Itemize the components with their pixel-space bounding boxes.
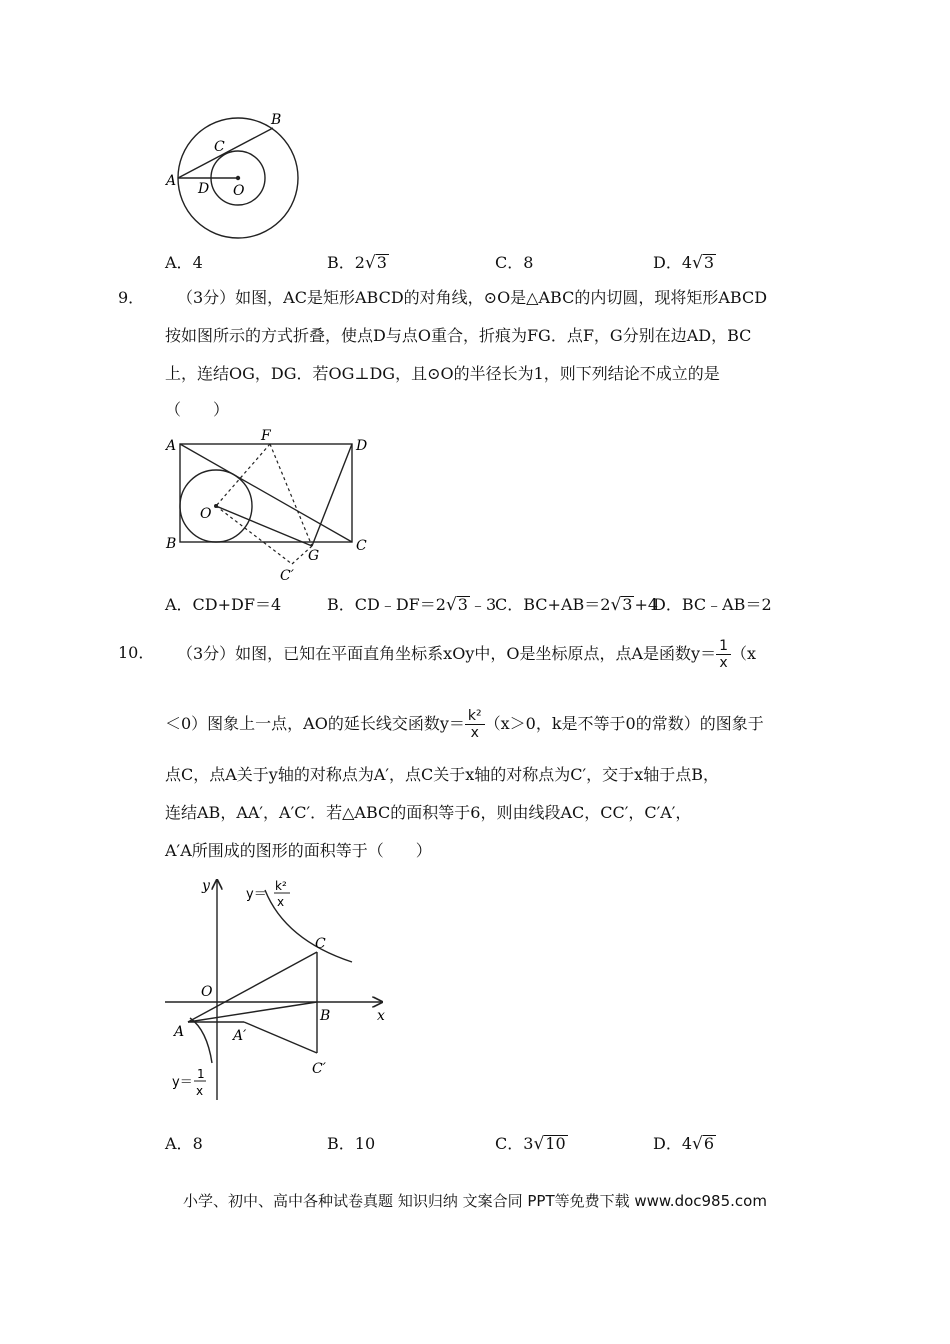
q8-option-a[interactable] [165,252,203,274]
q8-option-d[interactable] [653,252,716,274]
text: （x [731,644,757,663]
q10-option-d[interactable] [653,1133,716,1155]
q9-option-b[interactable] [327,594,496,616]
q8-option-c[interactable] [495,252,533,274]
option-label: A． [165,1134,193,1153]
q9-option-c[interactable] [495,594,658,616]
text: ＜0）图象上一点，AO的延长线交函数y＝ [165,714,465,733]
option-label: B． [327,253,355,272]
q9-center-dot [214,504,218,508]
radicand: 6 [703,1134,715,1153]
option-label: D． [653,253,682,272]
option-coef: 3 [523,1134,534,1153]
q8-label-b: B [271,112,282,128]
option-value: 4 [192,253,203,272]
q9-label-o: O [200,506,212,522]
radicand: 10 [545,1134,566,1153]
option-label: D． [653,1134,682,1153]
q10-curve-label-top-den: x [277,895,285,909]
option-text: ﹣3 [469,595,497,614]
q8-label-d: D [198,181,210,197]
q10-label-c: C [315,936,326,952]
q9-option-a[interactable]: A．CD+DF＝4 [165,595,282,614]
q10-label-y: y [202,878,210,894]
q9-figure [160,428,380,588]
option-value: 10 [354,1134,376,1153]
q10-curve-1x [190,1018,212,1063]
sqrt-icon: √ [533,1134,545,1154]
q8-label-a: A [166,173,177,189]
radicand: 3 [457,595,468,614]
q9-option-d[interactable]: D．BC﹣AB＝2 [653,595,772,614]
q9-label-c: C [356,538,367,554]
q10-label-x: x [377,1008,385,1024]
text: （3分）如图，已知在平面直角坐标系xOy中，O是坐标原点，点A是函数y＝ [177,644,717,663]
fraction [465,708,485,741]
q10-curve-label-top-prefix: y＝ [246,887,267,902]
option-label: C． [495,1134,524,1153]
q8-label-o: O [233,183,245,199]
q10-label-b: B [320,1008,331,1024]
q9-fold-fo [216,444,270,506]
sqrt-icon: √ [610,595,622,615]
q10-curve-label-top-num: k² [275,879,287,893]
q9-label-g: G [308,548,320,564]
q10-label-c-prime: C′ [312,1061,326,1077]
option-label: C． [495,253,524,272]
option-label: A． [165,253,193,272]
q9-fold-oc2 [216,506,292,564]
sqrt-icon: √ [692,253,703,273]
denominator: x [719,655,728,671]
radicand: 3 [622,595,633,614]
q10-label-o: O [201,984,213,1000]
q9-text-line3: 上，连结OG，DG．若OG⊥DG，且⊙O的半径长为1，则下列结论不成立的是 [165,364,720,383]
numerator: 1 [716,638,731,655]
sqrt-icon: √ [692,1134,703,1154]
q9-label-a: A [166,438,177,454]
q8-label-c: C [214,139,225,155]
q8-option-b[interactable] [327,252,389,274]
q9-text-line1: （3分）如图，AC是矩形ABCD的对角线，⊙O是△ABC的内切圆，现将矩形ABCD [177,288,768,307]
q10-text-line5: A′A所围成的图形的面积等于（ ） [165,841,432,860]
q10-text-line2 [165,708,764,741]
q10-option-a[interactable] [165,1133,203,1155]
option-text: +4 [634,595,659,614]
q10-curve-label-bottom-den: x [196,1084,204,1098]
option-value: 8 [192,1134,203,1153]
q10-curve-label-bottom-prefix: y＝ [172,1075,193,1090]
denominator: x [470,725,479,741]
option-value: 8 [523,253,534,272]
page-footer: 小学、初中、高中各种试卷真题 知识归纳 文案合同 PPT等免费下载 www.doc985.com [183,1192,767,1210]
q9-label-c-prime: C′ [280,568,294,584]
q10-label-a-prime: A′ [233,1028,247,1044]
radicand: 3 [376,253,387,272]
fraction [716,638,731,671]
q9-label-d: D [356,438,368,454]
option-coef: 2 [354,253,365,272]
q10-text-line3: 点C，点A关于y轴的对称点为A′，点C关于x轴的对称点为C′，交于x轴于点B， [165,765,719,784]
q8-center-dot [236,176,240,180]
option-label: B． [327,1134,355,1153]
radicand: 3 [703,253,715,272]
option-text: C．BC+AB＝2 [495,595,611,614]
q10-segment-a2c2 [244,1022,317,1053]
q8-figure [160,105,320,245]
q10-option-b[interactable] [327,1133,375,1155]
q10-option-c[interactable] [495,1133,568,1155]
q9-number: 9． [118,288,145,307]
sqrt-icon: √ [364,253,376,273]
option-coef: 4 [681,1134,693,1153]
option-text: B．CD﹣DF＝2 [327,595,446,614]
q10-curve-label-bottom-num: 1 [197,1067,205,1081]
numerator: k² [465,708,485,725]
text: （x＞0，k是不等于0的常数）的图象于 [484,714,764,733]
q10-text-line4: 连结AB，AA′，A′C′．若△ABC的面积等于6，则由线段AC，CC′，C′A′， [165,803,692,822]
q10-figure [160,868,400,1108]
option-coef: 4 [681,253,693,272]
sqrt-icon: √ [445,595,457,615]
q9-label-b: B [166,536,177,552]
q10-text-line1 [177,638,756,671]
q9-label-f: F [261,428,271,444]
q8-chord-ab [178,128,273,178]
q10-number: 10． [118,643,155,662]
q10-label-a: A [174,1024,185,1040]
q9-text-line4: （ ） [165,400,230,419]
q9-text-line2: 按如图所示的方式折叠，使点D与点O重合，折痕为FG．点F，G分别在边AD，BC [165,326,752,345]
